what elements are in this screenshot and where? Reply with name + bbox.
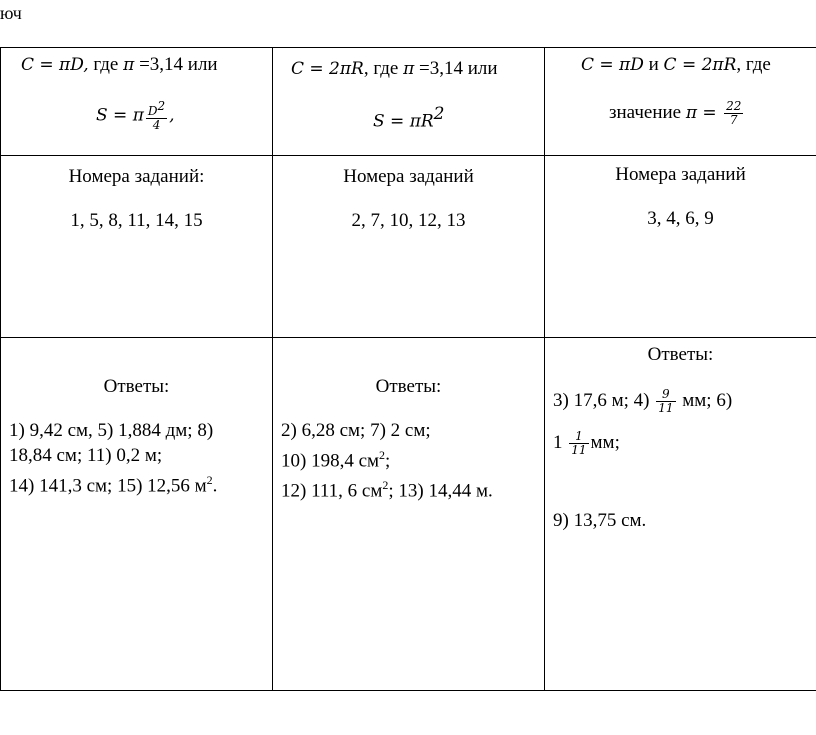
answer-text: ; — [385, 450, 391, 472]
formula-line-2 — [609, 100, 745, 127]
tasks-cell-1 — [1, 156, 273, 338]
page-fragment-text: юч — [0, 3, 22, 23]
tasks-title: Номера заданий — [615, 164, 746, 185]
answer-text: ; 13) 14,44 м. — [388, 480, 493, 502]
formula-circumference: C = πD, — [21, 55, 89, 75]
fraction-denominator: 11 — [658, 401, 674, 415]
formula-circumference-r: C = 2πR — [663, 55, 737, 75]
answer-line: 18,84 см; 11) 0,2 м; — [9, 445, 163, 466]
exponent: 2 — [206, 473, 213, 487]
answer-text: 3) 17,6 м; 4) — [553, 389, 655, 411]
answer-text: 1 — [553, 431, 568, 453]
tasks-title: Номера заданий — [343, 166, 474, 187]
exponent: 2 — [379, 448, 386, 462]
answers-cell-3 — [545, 338, 816, 691]
text-where: , где — [363, 58, 404, 79]
tasks-list: 3, 4, 6, 9 — [647, 208, 714, 229]
tasks-title: Номера заданий: — [68, 166, 205, 187]
formula-line-2 — [96, 100, 175, 132]
fraction — [569, 430, 588, 457]
answers-text — [281, 418, 540, 504]
answer-line: 2) 6,28 см; 7) 2 см; — [281, 420, 431, 441]
answers-title: Ответы: — [103, 376, 170, 397]
pi-equals: π = — [685, 102, 723, 123]
text-meaning: значение — [609, 101, 686, 123]
tasks-list: 1, 5, 8, 11, 14, 15 — [70, 210, 203, 231]
answers-title: Ответы: — [375, 376, 442, 397]
answer-text: 12) 111, 6 см — [281, 480, 383, 502]
formula-cell-2 — [273, 48, 545, 156]
answer-text: 14) 141,3 см; 15) 12,56 м — [9, 475, 207, 497]
answer-text: 10) 198,4 см — [281, 450, 380, 472]
tasks-cell-3 — [545, 156, 816, 338]
fraction — [724, 100, 743, 127]
fraction — [656, 388, 675, 415]
answer-text: мм; — [590, 431, 620, 453]
text-and: и — [643, 54, 664, 75]
text-where: , где — [736, 54, 771, 75]
answers-title: Ответы: — [647, 344, 714, 365]
formula-cell-3 — [545, 48, 816, 156]
answer-text: . — [212, 475, 218, 497]
fraction-numerator: 1 — [569, 430, 588, 444]
pi-symbol: π — [123, 55, 135, 75]
formula-circumference-d: C = πD — [581, 55, 644, 75]
pi-value: =3,14 или — [414, 58, 498, 79]
answer-line — [553, 388, 732, 415]
fraction-numerator: 22 — [726, 99, 742, 113]
answers-text — [9, 418, 268, 498]
comma: , — [169, 105, 175, 126]
answer-line — [553, 430, 620, 457]
tasks-row — [1, 156, 816, 338]
answers-cell-1 — [1, 338, 273, 691]
answer-line — [281, 443, 540, 473]
formula-cell-1 — [1, 48, 273, 156]
text-where: где — [88, 54, 124, 75]
pi-value: =3,14 или — [134, 54, 218, 75]
formula-line-1 — [21, 54, 218, 76]
answer-line — [281, 473, 540, 503]
answer-line — [9, 468, 268, 498]
formula-line-2 — [373, 104, 445, 132]
exponent: 2 — [382, 478, 389, 493]
formulas-row — [1, 48, 816, 156]
fraction-numerator: 9 — [656, 388, 675, 402]
answer-line: 1) 9,42 см, 5) 1,884 дм; 8) — [9, 420, 214, 441]
pi-symbol: π — [403, 59, 415, 79]
formula-area: S = π — [96, 105, 144, 126]
exponent: 2 — [157, 99, 166, 113]
fraction-denominator: 4 — [152, 118, 161, 132]
formula-circumference: C = 2πR — [291, 59, 364, 79]
answers-cell-2 — [273, 338, 545, 691]
tasks-cell-2 — [273, 156, 545, 338]
fraction-denominator: 7 — [729, 113, 738, 127]
formula-area: S = πR — [373, 111, 434, 132]
fraction — [146, 100, 167, 132]
exponent: 2 — [433, 104, 445, 124]
answers-row — [1, 338, 816, 691]
answer-line: 9) 13,75 см. — [553, 510, 647, 531]
formula-line-1 — [291, 58, 498, 80]
tasks-list: 2, 7, 10, 12, 13 — [351, 210, 466, 231]
answer-key-table — [0, 47, 816, 691]
answer-text: мм; 6) — [677, 389, 733, 411]
fraction-numerator: D — [147, 104, 158, 118]
formula-line-1 — [581, 54, 771, 76]
fraction-denominator: 11 — [571, 443, 587, 457]
